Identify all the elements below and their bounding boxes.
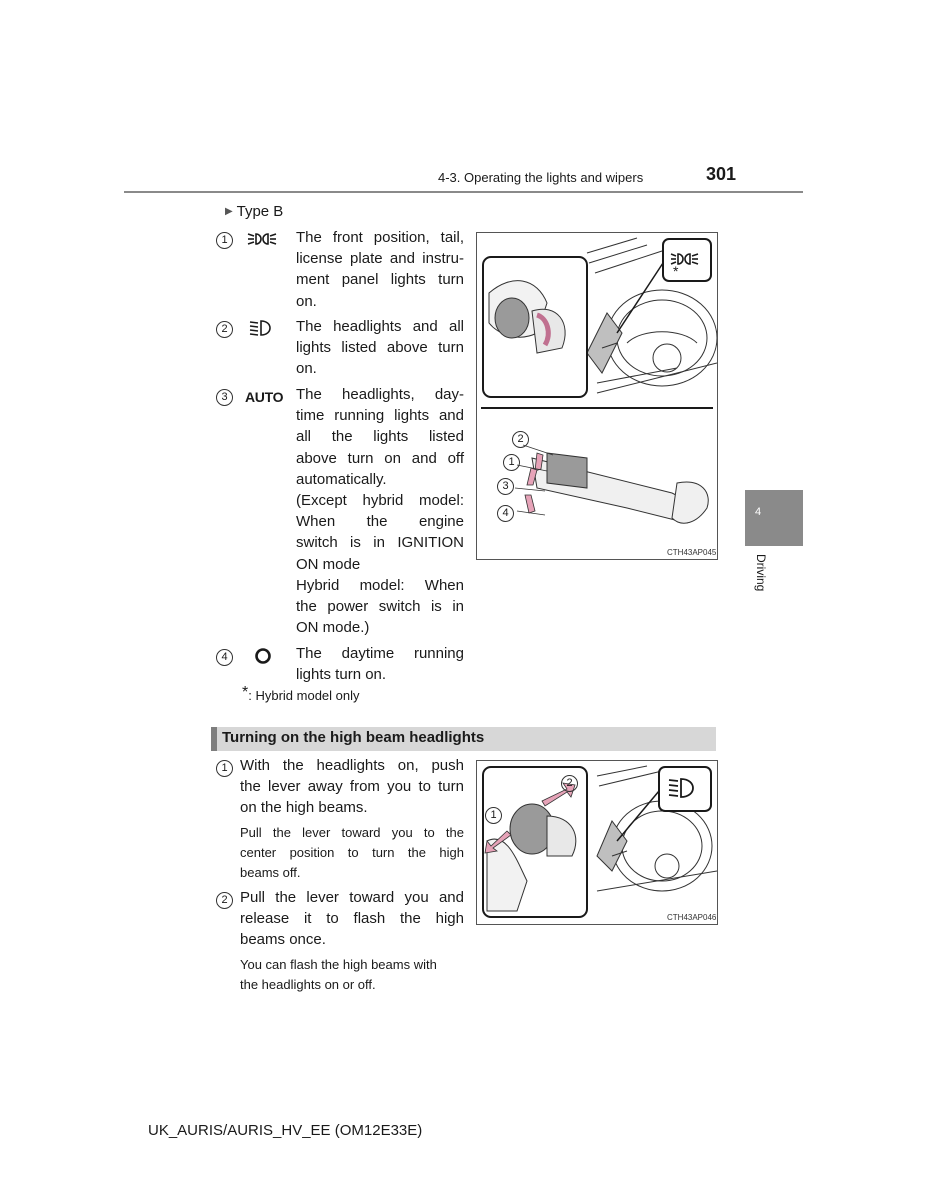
drl-icon (254, 647, 272, 670)
footnote-text: : Hybrid model only (248, 688, 360, 703)
chapter-label: Driving (754, 554, 768, 592)
footer-code: UK_AURIS/AURIS_HV_EE (OM12E33E) (148, 1122, 423, 1139)
item-3-text: The headlights, day- time running lights and all the lights listed above turn on and off automatically. (Except hybrid model: When the engine switch is in IGNITION ON mode Hybrid model: When the power switch is in ON mode.) (296, 386, 464, 637)
item-2-text: The headlights and all lights listed above turn on. (296, 318, 464, 378)
item-4-number: 4 (216, 647, 233, 666)
figure-1-star: * (673, 263, 679, 279)
section-title: Turning on the high beam headlights (222, 729, 485, 746)
high-beam-2-text: Pull the lever toward you and release it to flash the high beams once. (240, 889, 464, 949)
figure-2-callout-2: 2 (561, 773, 578, 792)
footnote (242, 684, 360, 703)
figure-1-caption: CTH43AP045 (667, 548, 717, 557)
page-number: 301 (706, 164, 737, 184)
type-label: Type B (236, 203, 284, 220)
section-heading: 4-3. Operating the lights and wipers (438, 170, 644, 185)
chapter-tab (745, 490, 803, 546)
item-3-number: 3 (216, 387, 233, 406)
figure-1-callout-2: 2 (512, 429, 529, 448)
footnote-mark: * (242, 684, 249, 701)
triangle-bullet-icon: ▶ (225, 206, 233, 217)
high-beam-2-note: You can flash the high beams with the headlights on or off. (240, 957, 437, 992)
auto-icon: AUTO (245, 389, 284, 405)
tail-lights-icon (247, 230, 277, 253)
header-divider (124, 191, 803, 193)
figure-1-callout-3: 3 (497, 476, 514, 495)
high-beam-1-number: 1 (216, 758, 233, 777)
high-beam-1-text: With the headlights on, push the lever away from you to turn on the high beams. (240, 757, 464, 817)
figure-1 (476, 232, 718, 560)
figure-1-callout-1: 1 (503, 452, 520, 471)
type-label-row (225, 203, 283, 220)
headlights-icon (249, 319, 275, 342)
figure-1-callout-4: 4 (497, 503, 514, 522)
figure-2 (476, 760, 718, 925)
item-1-number: 1 (216, 230, 233, 249)
figure-2-callout-1: 1 (485, 805, 502, 824)
figure-2-caption: CTH43AP046 (667, 913, 717, 922)
item-4-text: The daytime running lights turn on. (296, 645, 464, 684)
high-beam-2-number: 2 (216, 890, 233, 909)
high-beam-1-note: Pull the lever toward you to the center position to turn the high beams off. (240, 825, 464, 880)
item-2-number: 2 (216, 319, 233, 338)
item-1-text: The front position, tail, license plate and instru- ment panel lights turn on. (296, 229, 464, 310)
figure-2-illustration (477, 761, 717, 924)
chapter-number: 4 (755, 506, 762, 518)
